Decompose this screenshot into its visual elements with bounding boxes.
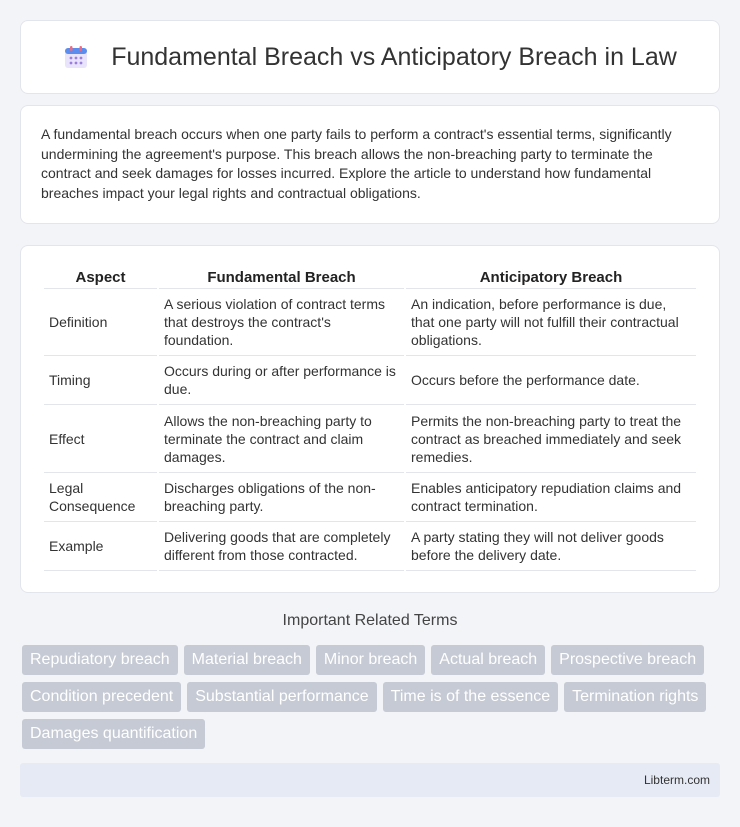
related-term-tag[interactable]: Damages quantification (22, 719, 205, 749)
cell-anticipatory: Occurs before the performance date. (406, 356, 696, 405)
cell-fundamental: Occurs during or after performance is due. (159, 356, 404, 405)
related-term-tag[interactable]: Substantial performance (187, 682, 376, 712)
related-term-tag[interactable]: Actual breach (431, 645, 545, 675)
related-term-tag[interactable]: Repudiatory breach (22, 645, 178, 675)
comparison-table-card (20, 245, 720, 593)
header-anticipatory-breach: Anticipatory Breach (406, 266, 696, 289)
table-row (44, 522, 696, 571)
intro-text: A fundamental breach occurs when one party fails to perform a contract's essential terms, significantly undermining the agreement's purpose. This breach allows the non-breaching party to terminate the contract and seek damages for losses incurred. Explore the article to understand how fundamental breaches impact your legal rights and contractual obligations. (41, 126, 672, 201)
table-row (44, 289, 696, 356)
related-term-tag[interactable]: Condition precedent (22, 682, 181, 712)
related-term-tag[interactable]: Time is of the essence (383, 682, 558, 712)
cell-aspect: Effect (44, 405, 157, 473)
page-title: Fundamental Breach vs Anticipatory Breach in Law (111, 42, 677, 71)
intro-card (20, 105, 720, 224)
cell-fundamental: A serious violation of contract terms that destroys the contract's foundation. (159, 289, 404, 356)
cell-aspect: Definition (44, 289, 157, 356)
related-terms-list (22, 645, 722, 749)
cell-fundamental: Allows the non-breaching party to terminate the contract and claim damages. (159, 405, 404, 473)
header-fundamental-breach: Fundamental Breach (159, 266, 404, 289)
cell-anticipatory: An indication, before performance is due, that one party will not fulfill their contractual obligations. (406, 289, 696, 356)
table-row (44, 405, 696, 473)
related-terms-title: Important Related Terms (282, 612, 458, 629)
related-term-tag[interactable]: Material breach (184, 645, 310, 675)
cell-anticipatory: Permits the non-breaching party to treat the contract as breached immediately and seek remedies. (406, 405, 696, 473)
header-card (20, 20, 720, 94)
table-row (44, 473, 696, 522)
table-header-row (44, 266, 696, 289)
calendar-icon (63, 44, 89, 70)
related-term-tag[interactable]: Termination rights (564, 682, 706, 712)
cell-aspect: Legal Consequence (44, 473, 157, 522)
table-row (44, 356, 696, 405)
related-term-tag[interactable]: Prospective breach (551, 645, 704, 675)
related-term-tag[interactable]: Minor breach (316, 645, 425, 675)
comparison-table (42, 266, 698, 571)
header-aspect: Aspect (44, 266, 157, 289)
cell-fundamental: Discharges obligations of the non-breaching party. (159, 473, 404, 522)
cell-anticipatory: A party stating they will not deliver goods before the delivery date. (406, 522, 696, 571)
footer (20, 763, 720, 797)
cell-aspect: Timing (44, 356, 157, 405)
footer-site-link[interactable]: Libterm.com (643, 773, 710, 787)
cell-aspect: Example (44, 522, 157, 571)
cell-anticipatory: Enables anticipatory repudiation claims and contract termination. (406, 473, 696, 522)
cell-fundamental: Delivering goods that are completely different from those contracted. (159, 522, 404, 571)
